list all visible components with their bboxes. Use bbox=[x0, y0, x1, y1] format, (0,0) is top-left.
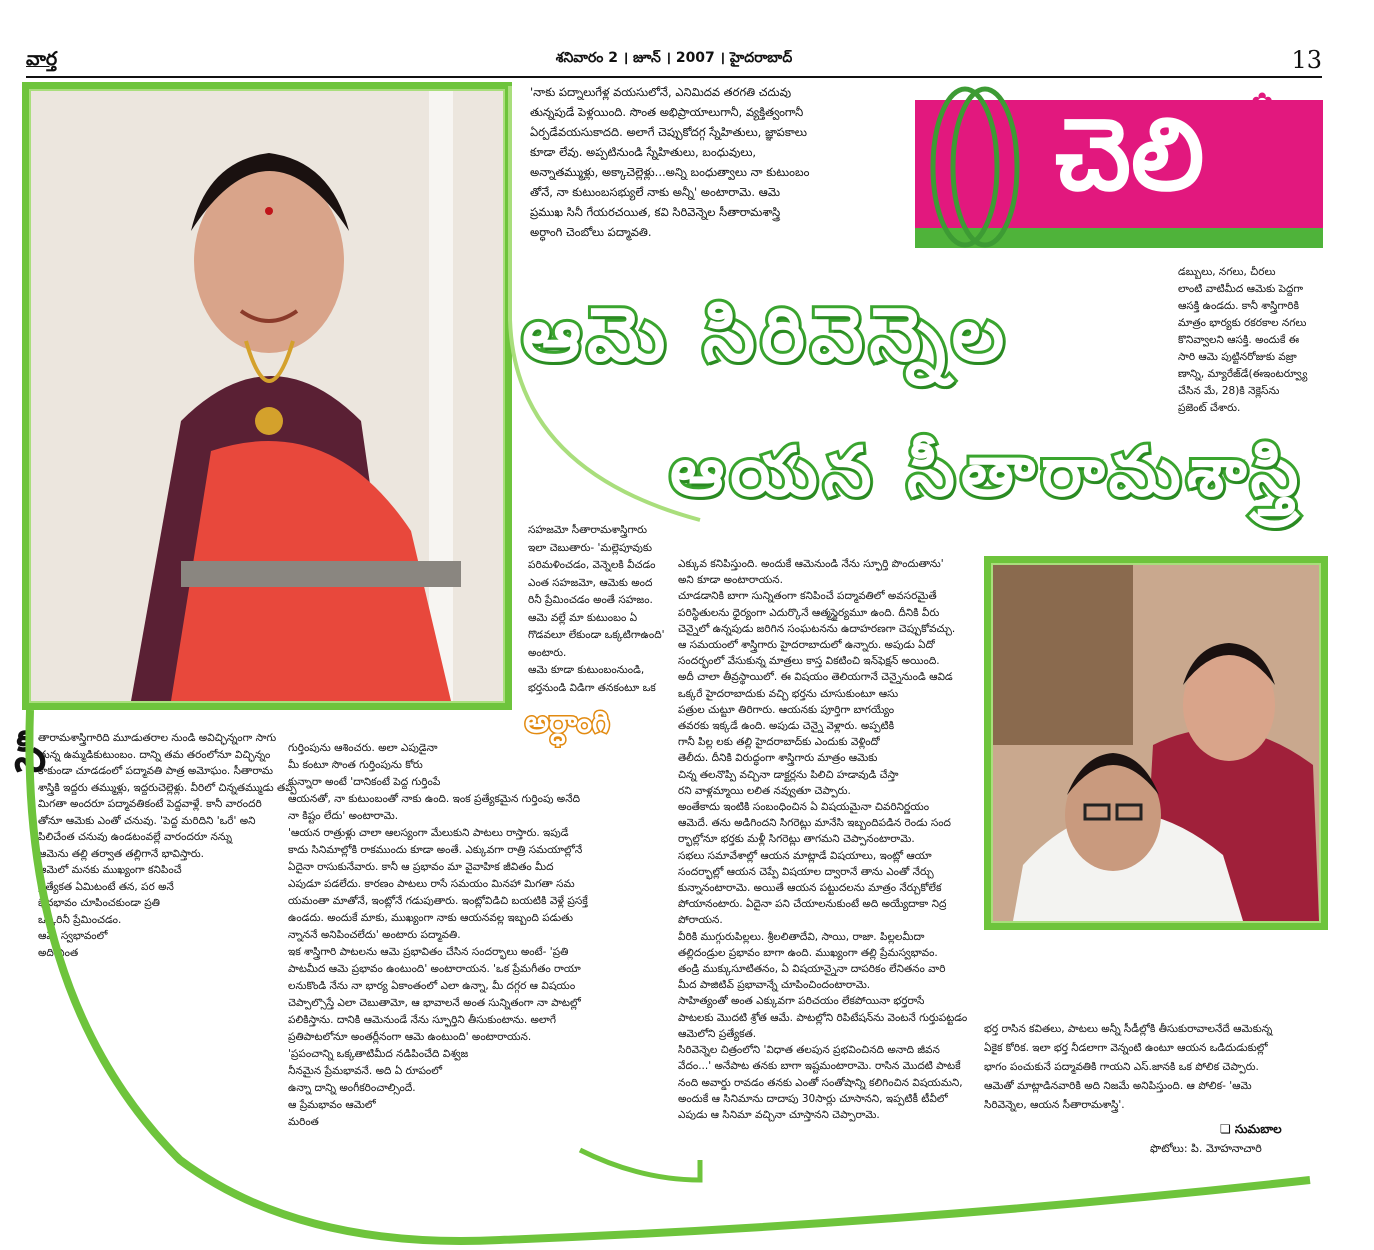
headline-line-1: ఆమె సిరివెన్నెల bbox=[522, 292, 1011, 378]
flower-icon: ✿ bbox=[1251, 88, 1273, 118]
woman-photo-frame bbox=[22, 82, 512, 710]
center-column: గుర్తింపును ఆశించరు. అలా ఎపుడైనా మీ కంటూ సొంత గుర్తింపును కోరు కున్నారా అంటే 'దానికంటే పెద్ద గుర్తింపే ఆయనతో, నా కుటుంబంతో నాకు ఉంది. ఇంక ప్రత్యేకమైన గుర్తింపు అనేది నా కిష్టం లేదు' అంటారామె. 'ఆయన రాత్రుళ్లు చాలా ఆలస్యంగా మేలుకుని పాటలు రాస్తారు. ఇపుడే కాదు సినిమాల్లోకి రాకముందు కూడా అంతే. ఎక్కువగా రాత్రి సమయాల్లోనే ఏదైనా రాసుకునేవారు. కానీ ఆ ప్రభావం మా వైవాహిక జీవితం మీద ఎపుడూ పడలేదు. కారణం పాటలు రాసే సమయం మినహా మిగతా సమ యమంతా మాతోనే, ఇంట్లోనే గడుపుతారు. ఇంట్లోవిడిచి బయటికి వెళ్లే ప్రసక్తే ఉండదు. అందుకే మాకు, ముఖ్యంగా నాకు ఆయనవల్ల ఇబ్బంది పడుతు న్నాననే అనిపించలేదు' అంటారు పద్మావతి. ఇక శాస్త్రిగారి పాటలను ఆమె ప్రభావితం చేసిన సందర్భాలు అంటే- 'ప్రతి పాటమీద ఆమె ప్రభావం ఉంటుంది' అంటారాయన. 'ఒక ప్రేమగీతం రాయా లనుకొండి నేను నా భార్య ఏకాంతంలో ఎలా ఉన్నా, మీ దగ్గర ఆ విషయం చెప్పాల్సొస్తే ఎలా చెబుతామో, ఆ భావాలనే అంత సున్నితంగా నా పాటల్లో పలికిస్తాను. దానికి ఆమెనుండే నేను స్ఫూర్తిని తీసుకుంటాను. అలాగే ప్రతిపాటలోనూ అంతర్లీనంగా ఆమె ఉంటుంది' అంటారాయన. 'ప్రపంచాన్ని ఒక్కతాటిమీద నడిపించేది విశ్వజ నీనమైన ప్రేమభావనే. అది ఏ రూపంలో ఉన్నా దాన్ని అంగీకరించాల్సిందే. ఆ ప్రేమభావం ఆమెలో మరింత bbox=[288, 742, 588, 1128]
newspaper-logo: వార్త bbox=[26, 48, 58, 70]
mid-column: సహజమో సీతారామశాస్త్రిగారు ఇలా చెబుతారు- 'మల్లెపూవుకు పరిమళించడం, వెన్నెలకి వీచడం ఎంత సహజమో, ఆమెకు అంద రినీ ప్రేమించడం అంతే సహజం. ఆమె వల్లే మా కుటుంబం ఏ గొడవలూ లేకుండా ఒక్కటిగాఉంది' అంటారు. ఆమె కూడా కుటుంబంనుండి, భర్తనుండి విడిగా తనకంటూ ఒక bbox=[528, 524, 665, 694]
bottom-right-paragraph: భర్త రాసిన కవితలు, పాటలు అన్నీ సీడీల్లోకి తీసుకురావాలనేదే ఆమెకున్న ఏకైక కోరిక. ఇలా భర్త నీడలాగా వెన్నంటి ఉంటూ ఆయన ఒడిదుడుకుల్లో భాగం పంచుకునే పద్మావతికి గాయని ఎస్.జానకి ఒక పోలిక చెప్పారు. ఆమెతో మాట్లాడినవారికి అది నిజమే అనిపిస్తుంది. ఆ పోలిక- 'ఆమె సిరివెన్నెల, ఆయన సీతారామశాస్త్రి'. bbox=[984, 1023, 1273, 1111]
sidebar-paragraph: డబ్బులు, నగలు, చీరలు లాంటి వాటిమీద ఆమెకు పెద్దగా ఆసక్తి ఉండదు. కానీ శాస్త్రిగారికి మాత్రం భార్యకు రకరకాల నగలు కొనివ్వాలని ఆసక్తి. అందుకే ఈ సారి ఆమె పుట్టినరోజుకు వజ్రా ణాన్ని, మ్యారేజ్‌డే(ఈఇంటర్వ్యూ చేసిన మే, 28)కి నెక్లెస్‌ను ప్రజెంట్ చేశారు. bbox=[1178, 266, 1308, 414]
section-logo-text: చెలి bbox=[1055, 96, 1205, 213]
couple-illustration bbox=[993, 565, 1319, 921]
drop-cap: సీ bbox=[14, 728, 47, 782]
right-main-column: ఎక్కువ కనిపిస్తుంది. అందుకే ఆమెనుండి నేను స్ఫూర్తి పొందుతాను' అని కూడా అంటారాయన. చూడడానికి బాగా సున్నితంగా కనిపించే పద్మావతిలో అవసరమైతే పరిస్థితులను ధైర్యంగా ఎదుర్కొనే ఆత్మస్థైర్యమూ ఉంది. దీనికి వీరు చెన్నైలో ఉన్నపుడు జరిగిన సంఘటనను ఉదాహరణగా చెప్పుకోవచ్చు. ఆ సమయంలో శాస్త్రిగారు హైదరాబాదులో ఉన్నారు. అపుడు ఏదో సందర్భంలో వేసుకున్న మాత్రలు కాస్త వికటించి ఇన్‌ఫెక్షన్ అయింది. అదీ చాలా తీవ్రస్థాయిలో. ఈ విషయం తెలియగానే చెన్నైనుండి ఆవిడ ఒక్కరే హైదరాబాదుకు వచ్చి భర్తను చూసుకుంటూ ఆసు పత్రుల చుట్టూ తిరిగారు. ఆయనకు పూర్తిగా బాగయ్యేం తవరకు ఇక్కడే ఉంది. అపుడు చెన్నై వెళ్లారు. అప్పటికి గానీ పిల్ల లకు తల్లి హైదరాబాద్‌కు ఎందుకు వెళ్లిందో తెలీదు. దీనికి విరుద్ధంగా శాస్త్రిగారు మాత్రం ఆమెకు చిన్న తలనొప్పి వచ్చినా డాక్టర్లను పిలిచి హడావుడి చేస్తా రని వాళ్లమ్మాయి లలిత నవ్వుతూ చెప్పారు. అంతేకాదు ఇంటికి సంబంధించిన ఏ విషయమైనా చివరినిర్ణయం ఆమెదే. తను అడిగిందని సిగరెట్లు మానేసి ఇబ్బందిపడిన రెండు సంద ర్భాల్లోనూ భర్తకు మళ్లీ సిగరెట్లు తాగమని చెప్పానంటారామె. సభలు సమావేశాల్లో ఆయన మాట్లాడే విషయాలు, ఇంట్లో ఆయా సందర్భాల్లో ఆయన చెప్పే విషయాల ద్వారానే తాను ఎంతో నేర్చు కున్నానంటారామె. అయితే ఆయన పట్టుదలను మాత్రం నేర్చుకోలేక పోయానంటారు. ఏదైనా పని చేయాలనుకుంటే అది అయ్యేదాకా నిద్ర పోరాయన. వీరికి ముగ్గురుపిల్లలు. శ్రీలలితాదేవి, సాయి, రాజా. పిల్లలమీదా తల్లిదండ్రుల ప్రభావం బాగా ఉంది. ముఖ్యంగా తల్లి ప్రేమస్వభావం. తండ్రి ముక్కుసూటితనం, ఏ విషయాన్నైనా దాపరికం లేనితనం వారి మీద పాజిటివ్ ప్రభావాన్నే చూపించిందంటారామె. సాహిత్యంతో అంత ఎక్కువగా పరిచయం లేకపోయినా భర్తరాసే పాటలకు మొదటి శ్రోత ఆమే. పాటల్లోని రిపిటేషన్‌ను వెంటనే గుర్తుపట్టడం ఆమెలోని ప్రత్యేకత. సిరివెన్నెల చిత్రంలోని 'విధాత తలపున ప్రభవించినది అనాది జీవన వేదం...' అనేపాట తనకు బాగా ఇష్టమంటారామె. రాసిన మొదటి పాటకే నంది అవార్డు రావడం తనకు ఎంతో సంతోషాన్ని కలిగించిన విషయమని, అందుకే ఆ సినిమాను దాదాపు 30సార్లు చూసానని, ఇప్పటికీ టీవీలో ఎపుడు ఆ సినిమా వచ్చినా చూస్తానని చెప్పారామె. bbox=[678, 558, 968, 1121]
couple-photo-frame bbox=[984, 556, 1328, 930]
photo-credit: ఫొటోలు: పి. మోహనాచారి bbox=[1150, 1142, 1262, 1155]
couple-photo bbox=[991, 563, 1321, 923]
author-byline: ❏ సుమబాల bbox=[1220, 1122, 1282, 1136]
page-number: 13 bbox=[1291, 46, 1322, 74]
section-logo-block bbox=[915, 86, 1323, 256]
left-column: తారామశాస్త్రిగారిది మూడుతరాల నుండి అవిచ్ఛిన్నంగా సాగు తున్న ఉమ్మడికుటుంబం. దాన్ని తమ తరంలోనూ విచ్ఛిన్నం కాకుండా చూడడంలో పద్మావతి పాత్ర అమోఘం. సీతారామ శాస్త్రికి ఇద్దరు తమ్ముళ్లు, ఇద్దరుచెల్లెళ్లు. వీరిలో చిన్నతమ్ముడు తప్ప మిగతా అందరూ పద్మావతికంటే పెద్దవాళ్లే. కానీ వారందరి తోనూ ఆమెకు ఎంతో చనువు. 'పెద్ద మరిదిని 'ఒరే' అని పిలిచేంత చనువు ఉండటంవల్లే వారందరూ నన్ను ఆమెను తల్లి తర్వాత తల్లిగానే భావిస్తారు. ఆమెలో మనకు ముఖ్యంగా కనిపించే ప్రత్యేకత ఏమిటంటే తన, పర అనే భేదభావం చూపించకుండా ప్రతి ఒక్కరినీ ప్రేమించడం. ఆమె స్వభావంలో అది ఎంత bbox=[38, 732, 297, 959]
woman-photo bbox=[29, 89, 505, 703]
masthead bbox=[26, 42, 1322, 78]
bangles-icon bbox=[905, 82, 1045, 252]
woman-illustration bbox=[31, 91, 503, 701]
headline-line-2: ఆయన సీతారామశాస్త్రి bbox=[670, 433, 1305, 512]
intro-paragraph: 'నాకు పద్నాలుగేళ్ల వయసులోనే, ఎనిమిదవ తరగతి చదువు తున్నపుడే పెళ్లయింది. సొంత అభిప్రాయాలుగానీ, వ్యక్తిత్వంగానీ ఏర్పడేవయసుకాదది. అలాగే చెప్పుకోదగ్గ స్నేహితులు, జ్ఞాపకాలు కూడా లేవు. అప్పటినుండి స్నేహితులు, బంధువులు, అన్నాతమ్ముళ్లు, అక్కాచెల్లెళ్లు...అన్ని బంధుత్వాలు నా కుటుంబం తోనే, నా కుటుంబసభ్యులే నాకు అన్నీ' అంటారామె. ఆమె ప్రముఖ సినీ గేయరచయిత, కవి సిరివెన్నెల సీతారామశాస్త్రి అర్ధాంగి చెంబోలు పద్మావతి. bbox=[530, 85, 810, 239]
ardhangi-badge-text: అర్ధాంగి bbox=[525, 705, 610, 740]
date-line: శనివారం 2 । జూన్ । 2007 । హైదరాబాద్ bbox=[555, 50, 793, 66]
